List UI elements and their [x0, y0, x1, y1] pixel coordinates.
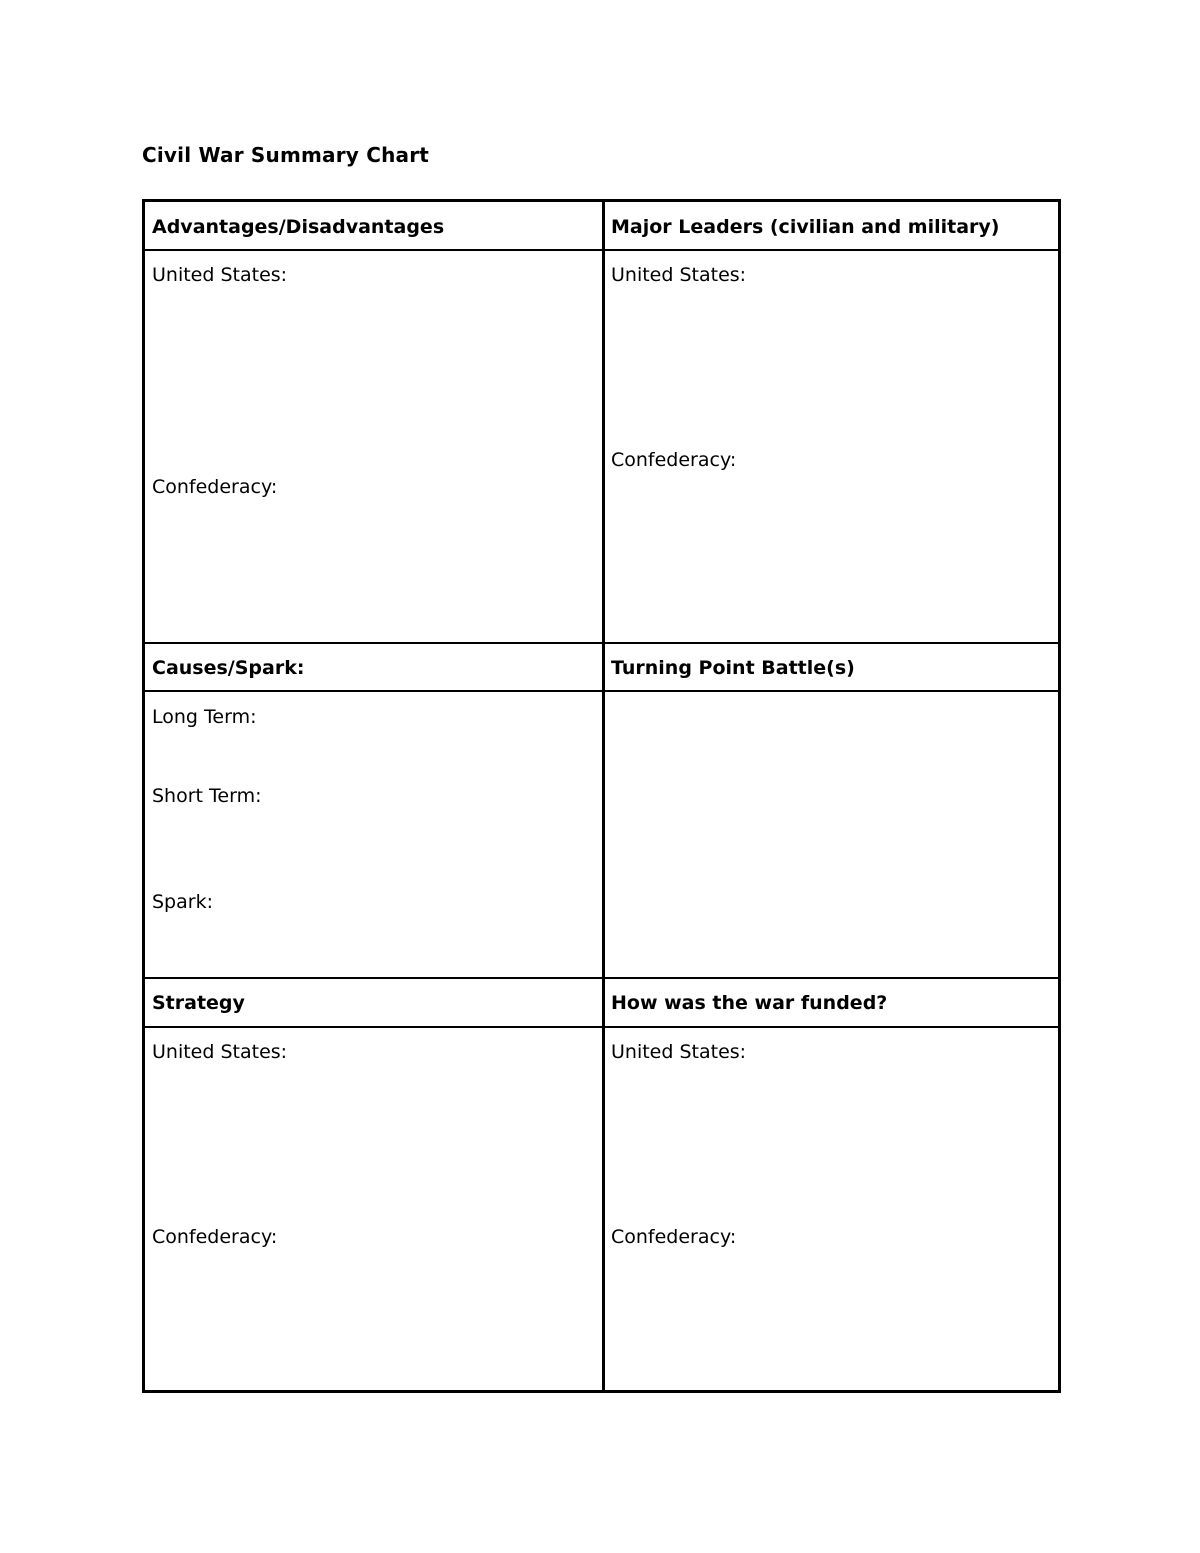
leaders-confederacy-label: Confederacy:: [611, 449, 737, 471]
causes-short-term-label: Short Term:: [152, 785, 262, 807]
column-divider: [602, 202, 605, 1390]
row-divider: [145, 977, 1058, 979]
row-divider: [145, 690, 1058, 692]
row-divider: [145, 1026, 1058, 1028]
turning-point-heading: Turning Point Battle(s): [611, 657, 855, 679]
causes-spark-label: Spark:: [152, 891, 213, 913]
strategy-confederacy-label: Confederacy:: [152, 1226, 278, 1248]
leaders-heading: Major Leaders (civilian and military): [611, 216, 1000, 238]
row-divider: [145, 249, 1058, 251]
causes-heading: Causes/Spark:: [152, 657, 305, 679]
causes-long-term-label: Long Term:: [152, 706, 257, 728]
row-divider: [145, 642, 1058, 644]
strategy-us-label: United States:: [152, 1041, 288, 1063]
advantages-heading: Advantages/Disadvantages: [152, 216, 445, 238]
summary-chart-table: [142, 199, 1061, 1393]
advantages-us-label: United States:: [152, 264, 288, 286]
advantages-confederacy-label: Confederacy:: [152, 476, 278, 498]
leaders-us-label: United States:: [611, 264, 747, 286]
page-title: Civil War Summary Chart: [142, 143, 430, 167]
funding-us-label: United States:: [611, 1041, 747, 1063]
funding-heading: How was the war funded?: [611, 992, 888, 1014]
funding-confederacy-label: Confederacy:: [611, 1226, 737, 1248]
strategy-heading: Strategy: [152, 992, 245, 1014]
